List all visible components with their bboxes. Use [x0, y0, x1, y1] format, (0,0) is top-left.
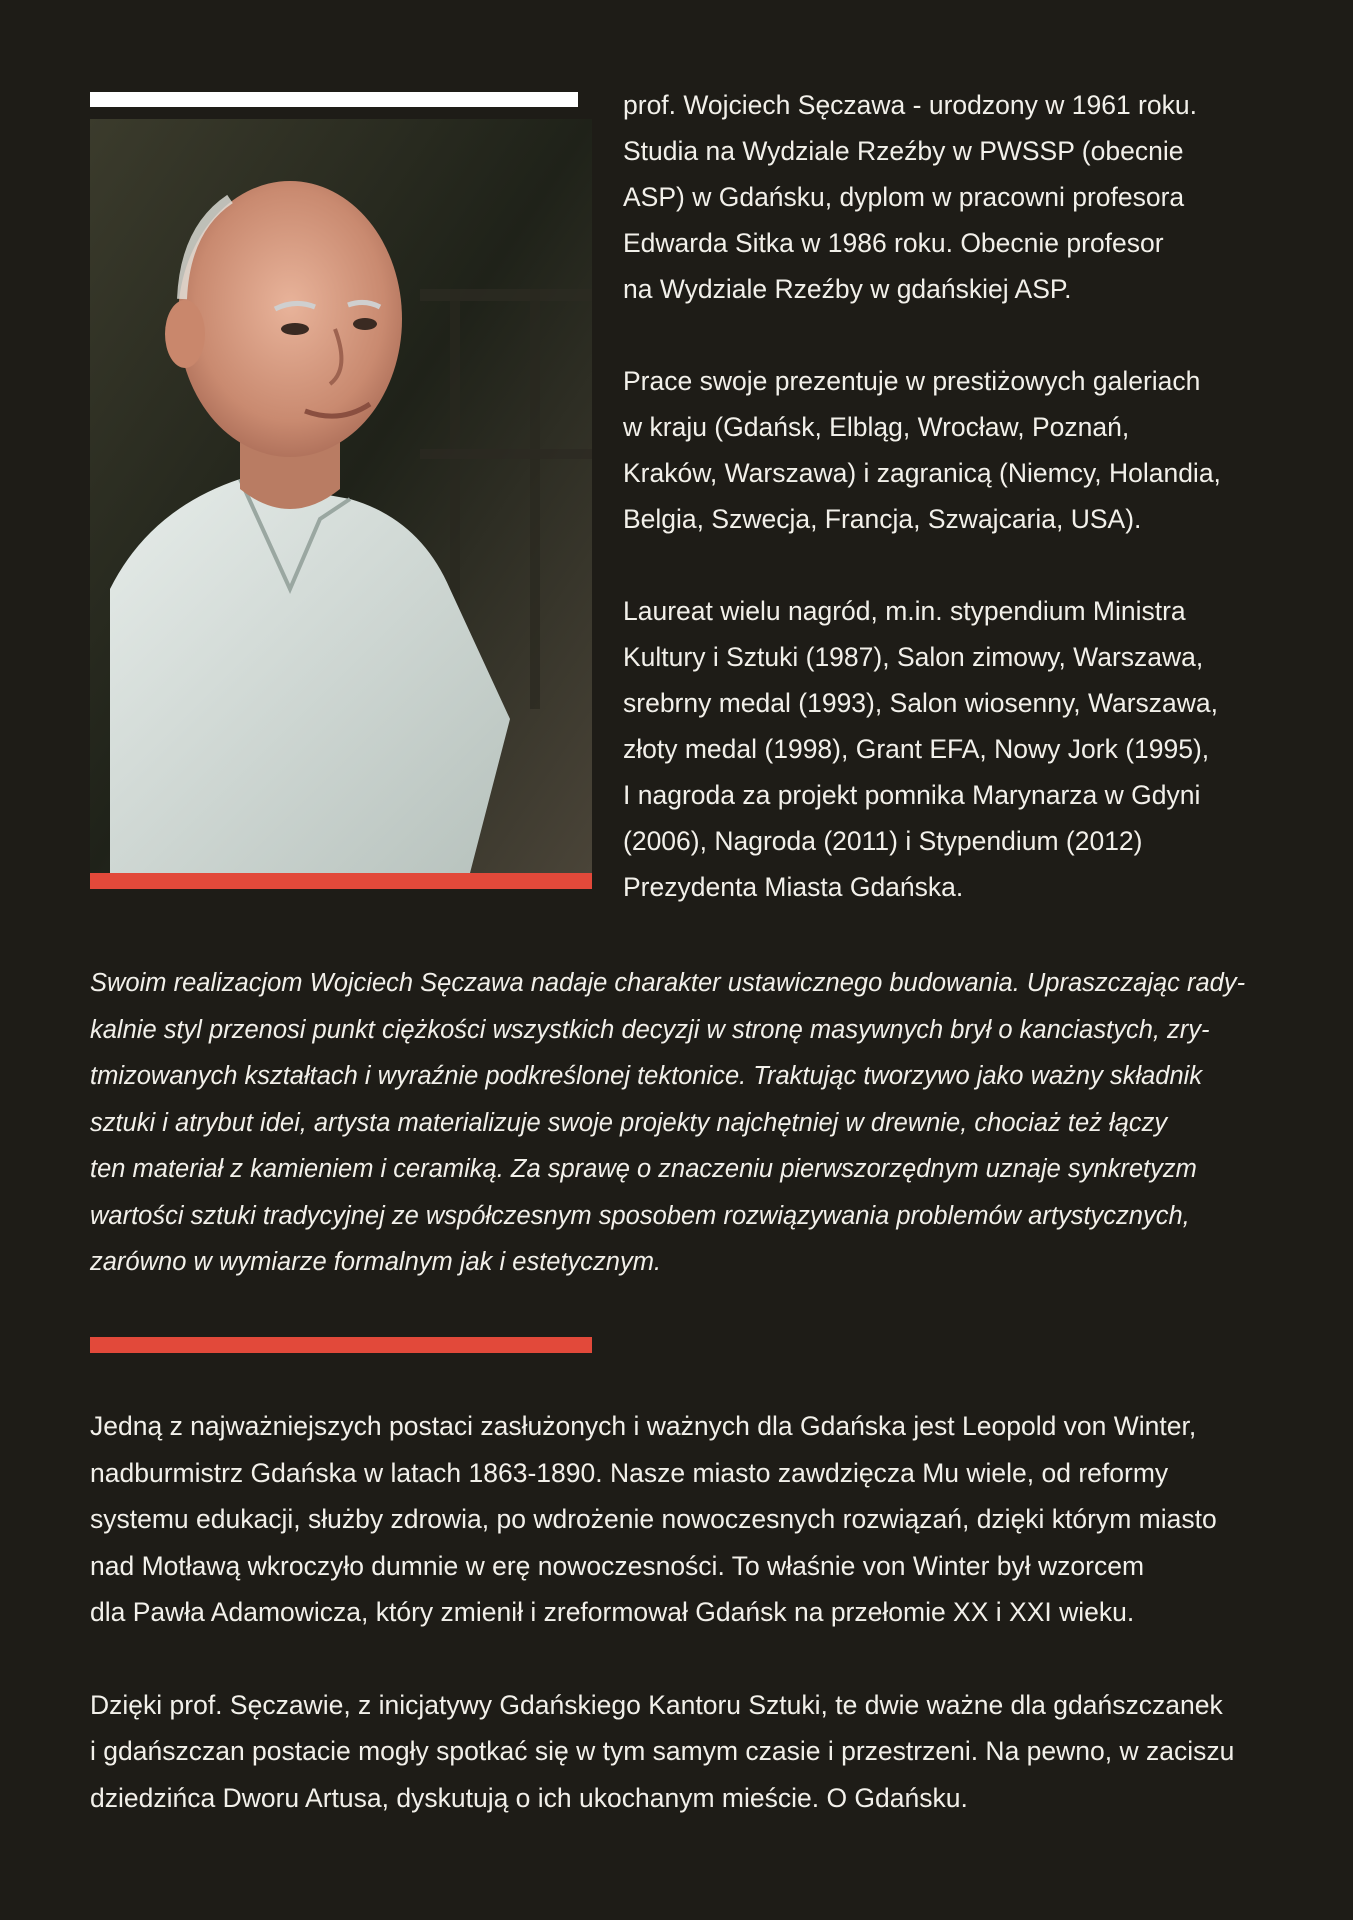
- story-paragraph-1: Jedną z najważniejszych postaci zasłużonych i ważnych dla Gdańska jest Leopold von Winter, nadburmistrz Gdańska w latach 1863-1890. Nasze miasto zawdzięcza Mu wiele, od reformy systemu edukacji, służby zdrowia, po wdrożenie nowoczesnych rozwiązań, dzięki którym miasto nad Motławą wkroczyło dumnie w erę nowoczesności. To właśnie von Winter był wzorcem dla Pawła Adamowicza, który zmienił i zreformował Gdańsk na przełomie XX i XXI wieku.: [90, 1411, 1217, 1627]
- bio-paragraph-3: Laureat wielu nagród, m.in. stypendium Ministra Kultury i Sztuki (1987), Salon zimowy, Warszawa, srebrny medal (1993), Salon wiosenny, Warszawa, złoty medal (1998), Grant EFA, Nowy Jork (1995), I nagroda za projekt pomnika Marynarza w Gdyni (2006), Nagroda (2011) i Stypendium (2012) Prezydenta Miasta Gdańska.: [623, 596, 1219, 902]
- portrait-photo-icon: [90, 119, 592, 873]
- story-section: [90, 1403, 1290, 1867]
- white-accent-bar: [90, 92, 578, 107]
- photo-red-accent-bar: [90, 873, 592, 889]
- italic-quote: Swoim realizacjom Wojciech Sęczawa nadaje charakter ustawicznego budowania. Upraszczając rady- kalnie styl przenosi punkt ciężkości wszystkich decyzji w stronę masywnych brył o kanciastych, zry- tmizowanych kształtach i wyraźnie podkreślonej tektonice. Traktując tworzywo jako ważny składnik sztuki i atrybut idei, artysta materializuje swoje projekty najchętniej w drewnie, chociaż też łączy ten materiał z kamieniem i ceramiką. Za sprawę o znaczeniu pierwszorzędnym uznaje synkretyzm wartości sztuki tradycyjnej ze współczesnym sposobem rozwiązywania problemów artystycznych, zarówno w wymiarze formalnym jak i estetycznym.: [90, 969, 1246, 1276]
- biography: [623, 82, 1283, 956]
- story-paragraph-2: Dzięki prof. Sęczawie, z inicjatywy Gdańskiego Kantoru Sztuki, te dwie ważne dla gdańszczanek i gdańszczan postacie mogły spotkać się w tym samym czasie i przestrzeni. Na pewno, w zaciszu dziedzińca Dworu Artusa, dyskutują o ich ukochanym mieście. O Gdańsku.: [90, 1689, 1235, 1813]
- section-divider-red-bar: [90, 1337, 592, 1353]
- bio-paragraph-2: Prace swoje prezentuje w prestiżowych galeriach w kraju (Gdańsk, Elbląg, Wrocław, Poznań, Kraków, Warszawa) i zagranicą (Niemcy, Holandia, Belgia, Szwecja, Francja, Szwajcaria, USA).: [623, 366, 1221, 534]
- bio-paragraph-1: prof. Wojciech Sęczawa - urodzony w 1961 roku. Studia na Wydziale Rzeźby w PWSSP (obecnie ASP) w Gdańsku, dyplom w pracowni profesora Edwarda Sitka w 1986 roku. Obecnie profesor na Wydziale Rzeźby w gdańskiej ASP.: [623, 90, 1197, 304]
- portrait-photo: [90, 119, 592, 873]
